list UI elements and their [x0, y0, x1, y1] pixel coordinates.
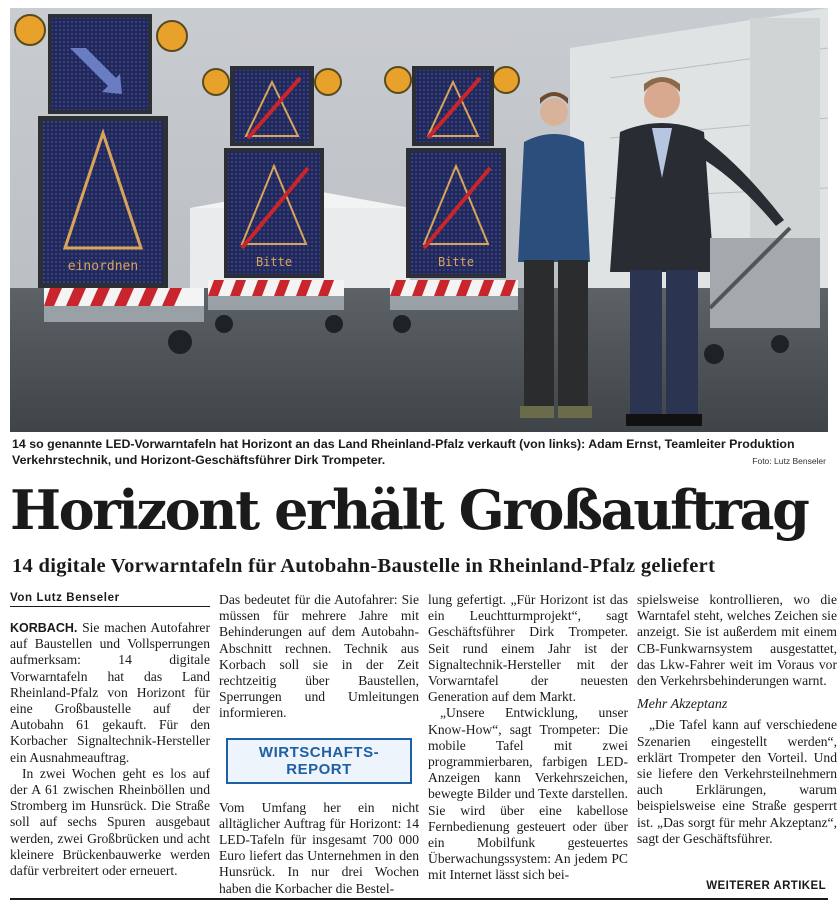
article-column-4: [637, 592, 837, 847]
photo-credit: Foto: Lutz Benseler: [752, 456, 826, 466]
wirtschafts-report-badge: [226, 738, 412, 784]
paragraph: In zwei Wochen geht es los auf der A 61 zwischen Rheinböllen und Stromberg im Hunsrück. Die Straße soll auf sechs Spuren ausgebaut werden, zwei Großbrücken und acht kleinere Brückenbauwerke werden dafür verbreitert oder erneuert.: [10, 765, 210, 879]
dateline: KORBACH.: [10, 621, 78, 635]
sign-text-bitte-2: Bitte: [437, 255, 475, 269]
photo-illustration: [10, 8, 828, 432]
article-headline: Horizont erhält Großauftrag: [10, 478, 808, 542]
sign-text-einordnen: einordnen: [67, 259, 139, 274]
paragraph: Das bedeutet für die Autofahrer: Sie müssen für mehrere Jahre mit Behinderungen auf dem Autobahn-Abschnitt rechnen. Technik aus Korbach soll sie in der Zeit rechtzeitig über Baustellen, Sperrungen und Umleitungen informieren.: [219, 592, 419, 721]
article-column-1: [10, 620, 210, 879]
article-column-3: [428, 592, 628, 884]
paragraph: Vom Umfang her ein nicht alltäglicher Auftrag für Horizont: 14 LED-Tafeln für insgesamt 700 000 Euro liefert das Unternehmen in den Hunsrück. In nur drei Wochen haben die Korbacher die Bestel-: [219, 799, 419, 896]
bottom-rule: [10, 898, 828, 900]
paragraph: spielsweise kontrollieren, wo die Warntafel steht, welches Zeichen sie anzeigt. Sie ist außerdem mit einem CB-Funkwarnsystem ausgestattet, das Lkw-Fahrer weit im Voraus vor den Verkehrsbehinderungen warnt.: [637, 592, 837, 689]
article-column-2: [219, 592, 419, 897]
section-subheading: Mehr Akzeptanz: [637, 697, 728, 713]
paragraph: [10, 620, 210, 766]
more-articles-link[interactable]: WEITERER ARTIKEL: [706, 880, 826, 892]
photo-caption: 14 so genannte LED-Vorwarntafeln hat Horizont an das Land Rheinland-Pfalz verkauft (von links): Adam Ernst, Teamleiter Produktion Verkehrstechnik, und Horizont-Geschäftsführer Dirk Trompeter.: [12, 437, 795, 467]
article-photo: [10, 8, 828, 432]
sign-text-bitte-1: Bitte: [255, 255, 293, 269]
paragraph-text: Sie machen Autofahrer auf Baustellen und Vollsperrungen aufmerksam: 14 digitale Vorwarntafeln hat das Land Rheinland-Pfalz von Horizont für eine Großbaustelle auf der Autobahn 61 gekauft. Für den Korbacher Signaltechnik-Hersteller ein Ausnahmeauftrag.: [10, 620, 210, 765]
badge-label: WIRTSCHAFTS- REPORT: [258, 743, 380, 778]
paragraph: lung gefertigt. „Für Horizont ist das ein Leuchtturmprojekt“, sagt Geschäftsführer Dirk Trompeter. Seit rund einem Jahr ist der Signaltechnik-Hersteller mit der Vorwarntafel der neuesten Generation auf dem Markt.: [428, 592, 628, 705]
paragraph: „Die Tafel kann auf verschiedene Szenarien eingestellt werden“, erklärt Trompeter den Vorteil. Und sie liefere den Verkehrsteilnehmern auch Erklärungen, warum beispielsweise eine Straße gesperrt ist. „Das sorgt für mehr Akzeptanz“, sagt der Geschäftsführer.: [637, 717, 837, 846]
article-byline: Von Lutz Benseler: [10, 592, 210, 607]
article-subheadline: 14 digitale Vorwarntafeln für Autobahn-Baustelle in Rheinland-Pfalz geliefert: [12, 555, 716, 577]
paragraph: „Unsere Entwicklung, unser Know-How“, sagt Trompeter: Die mobile Tafel mit zwei programmierbaren, farbigen LED-Anzeigen kann Verkehrszeichen, bewegte Bilder und Texte darstellen. Sie wird über eine kabellose Fernbedienung gesteuert oder über ein Mobilfunk gesteuertes Überwachungssystem: An jedem PC mit Internet lässt sich bei-: [428, 705, 628, 883]
